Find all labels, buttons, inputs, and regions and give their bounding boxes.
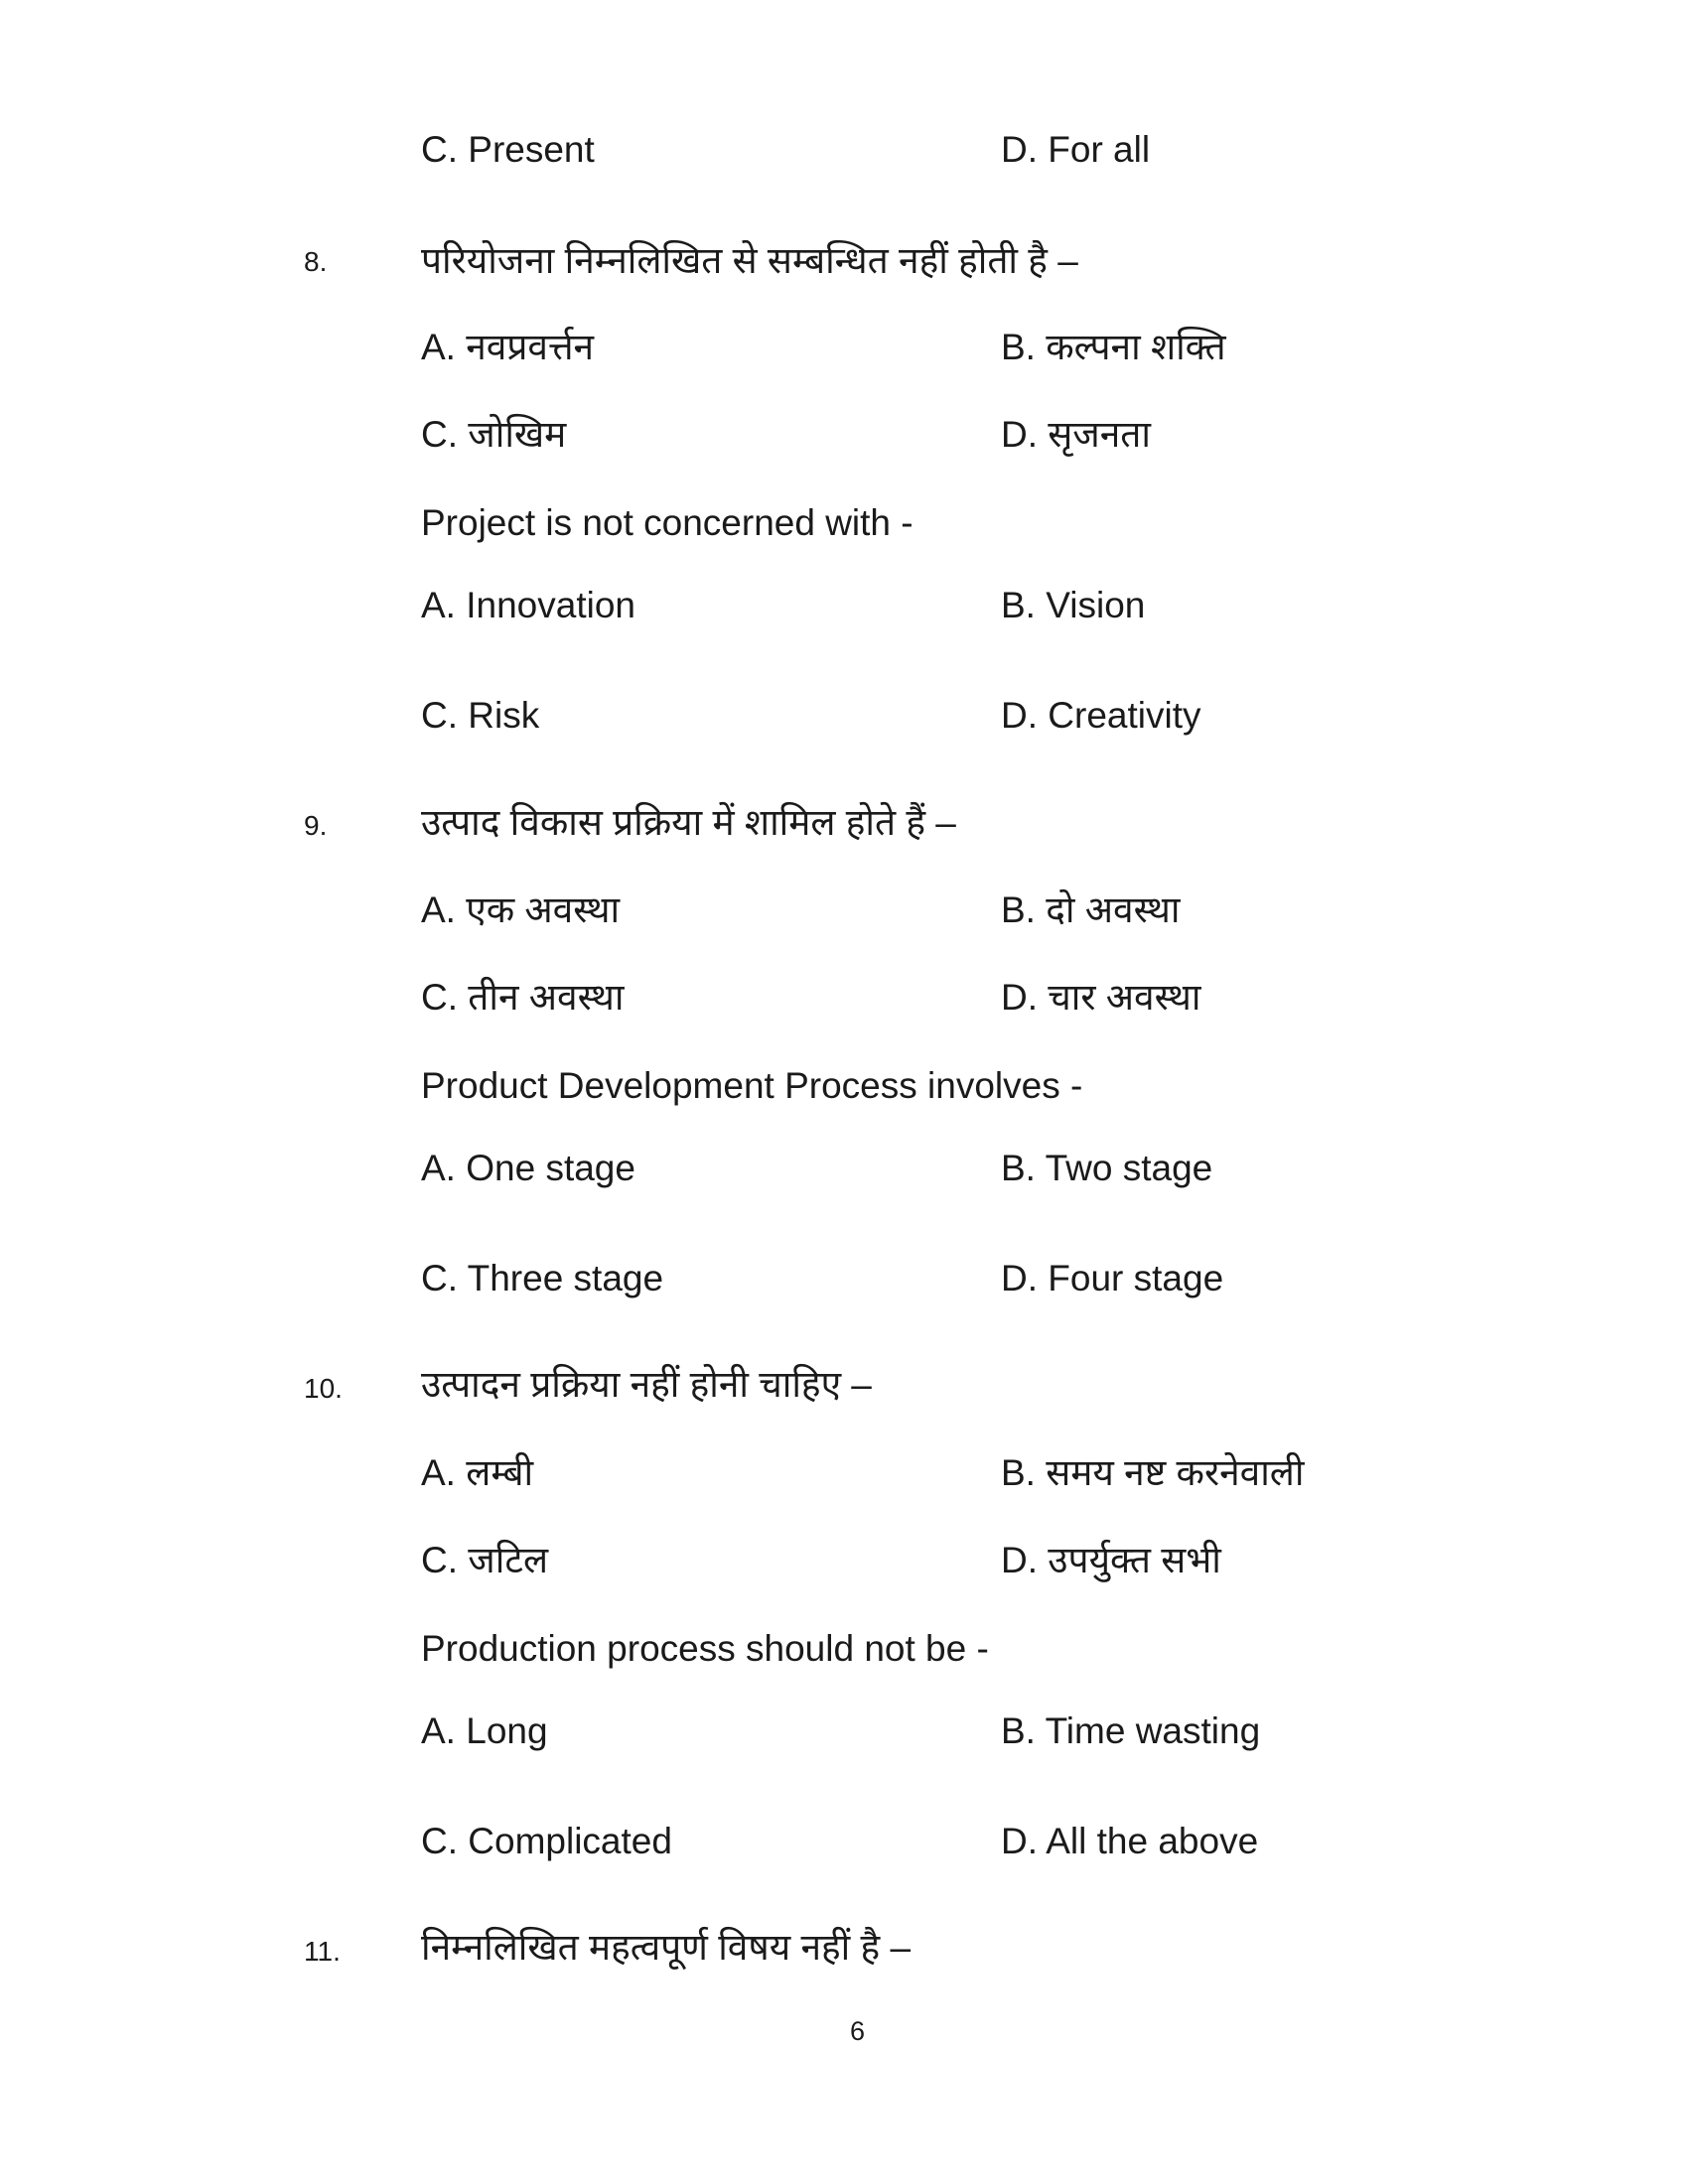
option-b: B. Two stage [1001, 1148, 1213, 1188]
option-d: D. For all [1001, 129, 1151, 170]
option-d: D. All the above [1001, 1821, 1259, 1861]
option-a-hindi: A. एक अवस्था [421, 889, 621, 930]
question-text-hindi: परियोजना निम्नलिखित से सम्बन्धित नहीं होती है – [421, 240, 1078, 281]
option-c-hindi: C. जटिल [421, 1540, 549, 1580]
question-text-english: Project is not concerned with - [421, 502, 914, 543]
option-a-hindi: A. नवप्रवर्त्तन [421, 327, 595, 367]
question-text-english: Product Development Process involves - [421, 1065, 1083, 1106]
option-b: B. Vision [1001, 585, 1146, 625]
question-text-hindi: निम्नलिखित महत्वपूर्ण विषय नहीं है – [421, 1927, 912, 1968]
option-d: D. Creativity [1001, 695, 1201, 736]
option-d-hindi: D. चार अवस्था [1001, 977, 1201, 1018]
option-b: B. Time wasting [1001, 1710, 1261, 1751]
option-c-hindi: C. जोखिम [421, 414, 567, 455]
option-a-hindi: A. लम्बी [421, 1452, 534, 1493]
question-text-hindi: उत्पादन प्रक्रिया नहीं होनी चाहिए – [421, 1364, 872, 1405]
option-d-hindi: D. उपर्युक्त सभी [1001, 1540, 1221, 1580]
option-d: D. Four stage [1001, 1258, 1224, 1298]
option-c: C. Three stage [421, 1258, 664, 1298]
question-number: 10. [304, 1373, 343, 1404]
option-a: A. Innovation [421, 585, 635, 625]
question-number: 11. [304, 1936, 341, 1967]
option-c: C. Risk [421, 695, 540, 736]
question-text-english: Production process should not be - [421, 1628, 989, 1669]
option-b-hindi: B. दो अवस्था [1001, 889, 1181, 930]
option-a: A. One stage [421, 1148, 635, 1188]
option-c: C. Complicated [421, 1821, 672, 1861]
question-text-hindi: उत्पाद विकास प्रक्रिया में शामिल होते हैं – [421, 802, 956, 843]
option-c: C. Present [421, 129, 595, 170]
option-a: A. Long [421, 1710, 548, 1751]
option-b-hindi: B. कल्पना शक्ति [1001, 327, 1226, 367]
option-b-hindi: B. समय नष्ट करनेवाली [1001, 1452, 1305, 1493]
page-number: 6 [849, 2016, 866, 2046]
option-c-hindi: C. तीन अवस्था [421, 977, 625, 1018]
option-d-hindi: D. सृजनता [1001, 414, 1151, 455]
question-number: 8. [304, 246, 328, 277]
question-number: 9. [304, 810, 328, 841]
